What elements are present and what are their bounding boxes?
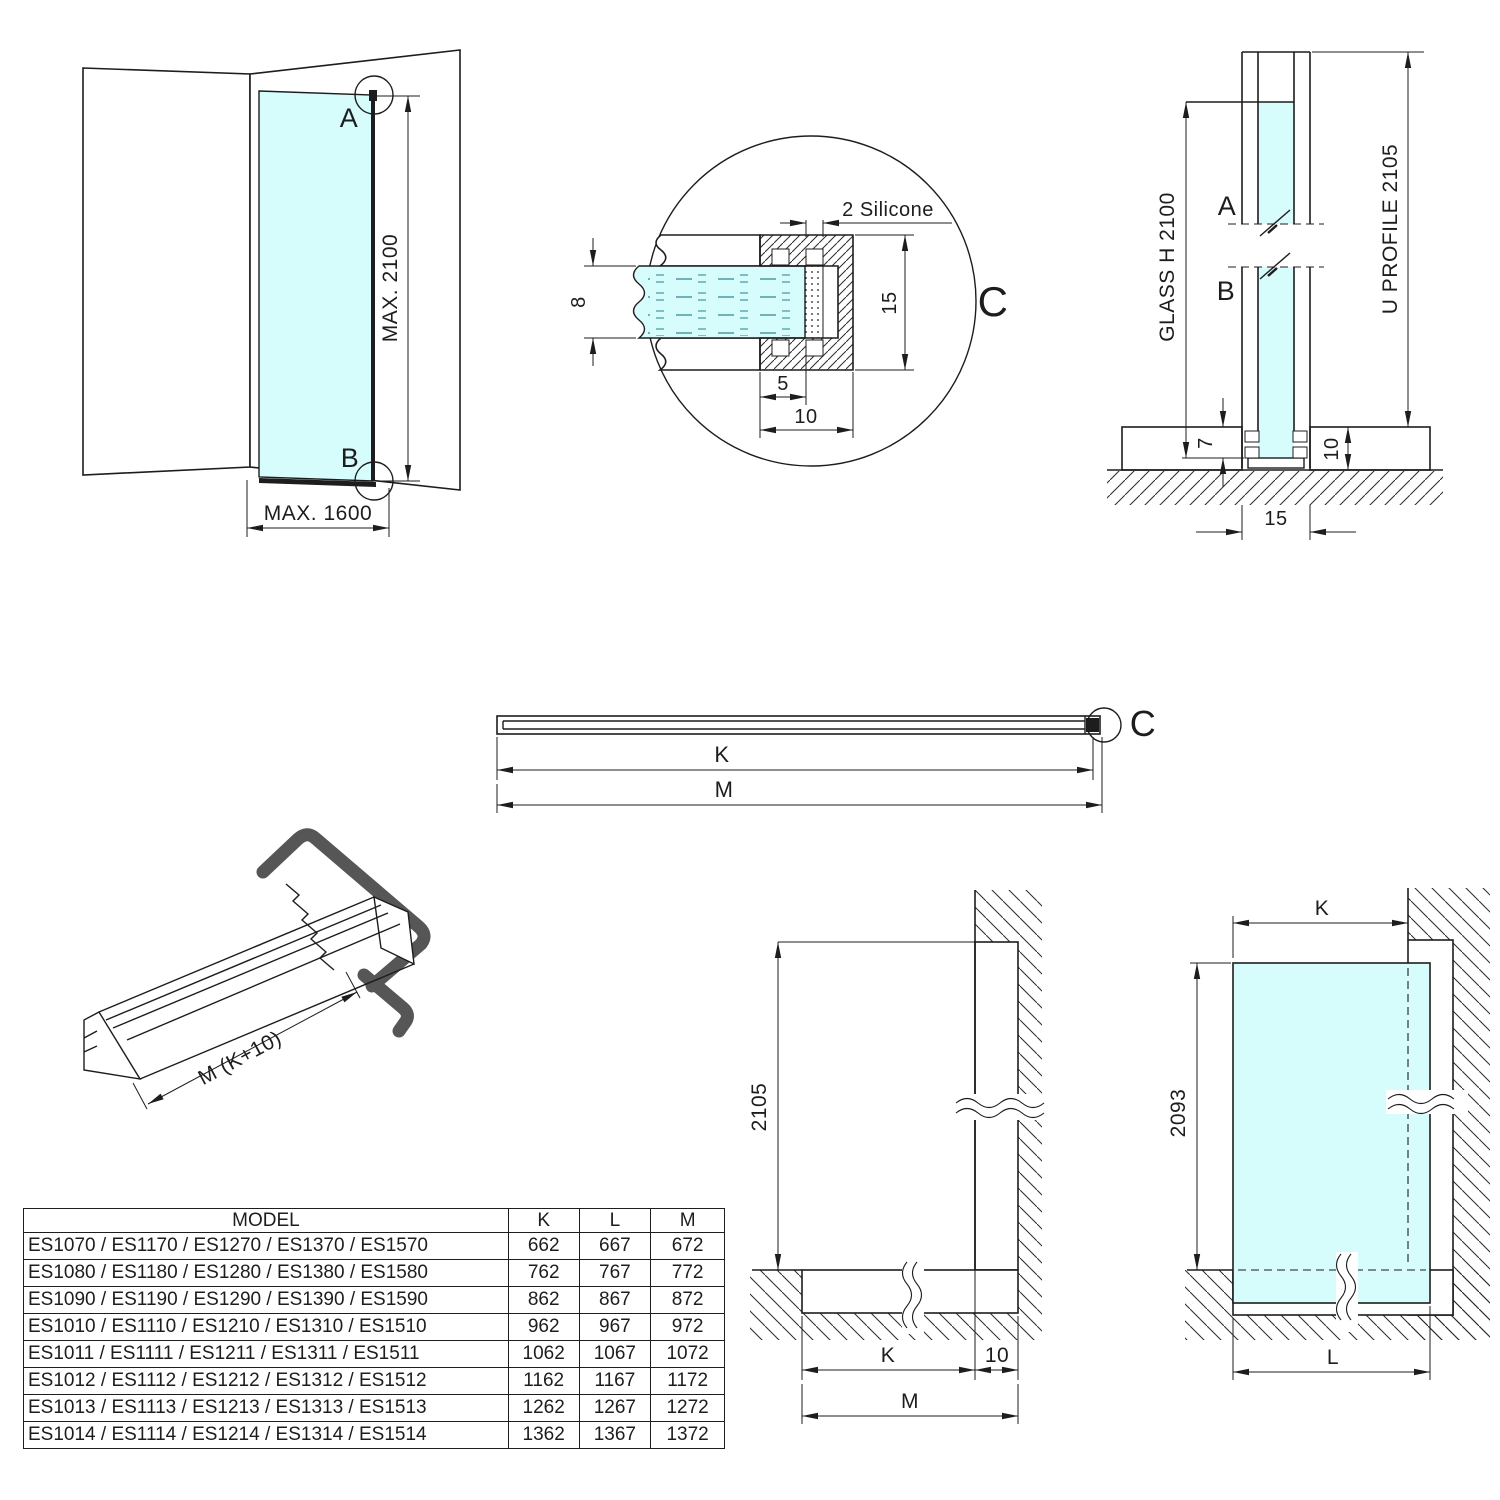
- l-cell: 1367: [579, 1422, 651, 1449]
- profile-bar: [497, 716, 1100, 734]
- size-table: [23, 1208, 725, 1449]
- model-cell: ES1013 / ES1113 / ES1213 / ES1313 / ES1513: [24, 1395, 509, 1422]
- front-dim-l: L: [1326, 1346, 1340, 1369]
- front-dim-glass-height: 2093: [1167, 1088, 1190, 1138]
- silicone-note: 2 Silicone: [842, 199, 934, 221]
- corner-perspective-view: [83, 50, 460, 537]
- dim-profile-length: U PROFILE 2105: [1379, 143, 1402, 315]
- table-row: [24, 1260, 725, 1287]
- dim-glass-recess: 7: [1195, 437, 1217, 449]
- tempered-glass-marks: [648, 268, 800, 336]
- m-cell: 772: [651, 1260, 725, 1287]
- dim-profile-length-note: M (K+10): [194, 1026, 286, 1090]
- m-cell: 672: [651, 1233, 725, 1260]
- dim-profile-width-15: 15: [1264, 508, 1288, 530]
- dim-profile-height-2105: 2105: [748, 1082, 771, 1132]
- column-header-k: K: [508, 1209, 579, 1233]
- grip-notch: [1293, 431, 1307, 442]
- m-cell: 1172: [651, 1368, 725, 1395]
- grip-notch: [772, 249, 789, 265]
- l-cell: 767: [579, 1260, 651, 1287]
- glass-panel: [1233, 963, 1430, 1303]
- table-row: [24, 1341, 725, 1368]
- k-cell: 862: [508, 1287, 579, 1314]
- l-cell: 867: [579, 1287, 651, 1314]
- glass-upper: [1258, 102, 1294, 224]
- table-row: [24, 1368, 725, 1395]
- table-row: [24, 1395, 725, 1422]
- m-cell: 1072: [651, 1341, 725, 1368]
- front-installation-view: [1167, 888, 1490, 1380]
- dim-max-height: MAX. 2100: [379, 233, 402, 343]
- profile-arm-upper: [656, 235, 760, 266]
- profile-end-face: [84, 1012, 140, 1079]
- grip-notch: [1245, 447, 1259, 458]
- k-cell: 1362: [508, 1422, 579, 1449]
- dim-glass-thickness: 8: [568, 296, 590, 308]
- profile-plan-view: [497, 703, 1156, 813]
- floor-plate-left: [1122, 427, 1242, 470]
- profile-far-end: [374, 897, 414, 964]
- k-cell: 762: [508, 1260, 579, 1287]
- grip-notch: [1293, 447, 1307, 458]
- k-cell: 1062: [508, 1341, 579, 1368]
- profile-arm-lower: [656, 338, 760, 370]
- l-cell: 1267: [579, 1395, 651, 1422]
- table-row: [24, 1287, 725, 1314]
- model-cell: ES1080 / ES1180 / ES1280 / ES1380 / ES1580: [24, 1260, 509, 1287]
- m-cell: 872: [651, 1287, 725, 1314]
- corner-bracket-inner: [364, 975, 407, 1031]
- dim-profile-height: 15: [879, 291, 901, 315]
- plan-dim-k: K: [714, 742, 730, 767]
- grip-notch: [772, 340, 789, 356]
- table-row: [24, 1233, 725, 1260]
- plan-dim-m: M: [714, 777, 734, 802]
- column-header-l: L: [579, 1209, 651, 1233]
- m-cell: 972: [651, 1314, 725, 1341]
- table-header-row: [24, 1209, 725, 1233]
- table-row: [24, 1422, 725, 1449]
- model-cell: ES1011 / ES1111 / ES1211 / ES1311 / ES1511: [24, 1341, 509, 1368]
- dim-glass-height: GLASS H 2100: [1156, 192, 1179, 342]
- profile-top-cap: [369, 90, 377, 101]
- dim-base-height: 10: [1321, 437, 1343, 461]
- grip-notch: [806, 249, 823, 265]
- side-dim-m: M: [901, 1390, 919, 1413]
- k-cell: 662: [508, 1233, 579, 1260]
- glass-panel: [259, 91, 373, 481]
- left-wall-panel: [83, 68, 250, 475]
- profile-base: [1248, 458, 1304, 468]
- k-cell: 962: [508, 1314, 579, 1341]
- model-cell: ES1070 / ES1170 / ES1270 / ES1370 / ES1570: [24, 1233, 509, 1260]
- l-cell: 667: [579, 1233, 651, 1260]
- section-label-b: B: [1216, 276, 1236, 306]
- ground-hatch: [1107, 471, 1443, 505]
- l-cell: 1167: [579, 1368, 651, 1395]
- section-label-a: A: [1217, 191, 1237, 221]
- side-dim-k: K: [880, 1344, 896, 1367]
- k-cell: 1162: [508, 1368, 579, 1395]
- silicone-fill: [805, 266, 823, 338]
- detail-c-label: C: [977, 278, 1009, 325]
- dim-max-width: MAX. 1600: [263, 502, 373, 525]
- column-header-model: MODEL: [24, 1209, 509, 1233]
- dim-profile-width: 10: [794, 406, 818, 428]
- table-row: [24, 1314, 725, 1341]
- front-dim-k: K: [1314, 897, 1330, 920]
- plan-detail-label: C: [1129, 703, 1157, 744]
- side-installation-view: [748, 890, 1044, 1424]
- dim-inset-depth: 5: [777, 373, 789, 395]
- side-dim-10: 10: [984, 1344, 1010, 1367]
- l-cell: 1067: [579, 1341, 651, 1368]
- model-cell: ES1010 / ES1110 / ES1210 / ES1310 / ES1510: [24, 1314, 509, 1341]
- m-cell: 1272: [651, 1395, 725, 1422]
- grip-notch: [1245, 431, 1259, 442]
- k-cell: 1262: [508, 1395, 579, 1422]
- vertical-section-view: [1107, 52, 1443, 540]
- glass-lower: [1258, 267, 1294, 460]
- profile-3d-view: [84, 835, 424, 1109]
- l-cell: 967: [579, 1314, 651, 1341]
- model-cell: ES1012 / ES1112 / ES1212 / ES1312 / ES1512: [24, 1368, 509, 1395]
- model-cell: ES1014 / ES1114 / ES1214 / ES1314 / ES1514: [24, 1422, 509, 1449]
- model-cell: ES1090 / ES1190 / ES1290 / ES1390 / ES1590: [24, 1287, 509, 1314]
- detail-c-view: [568, 136, 1008, 466]
- column-header-m: M: [651, 1209, 725, 1233]
- grip-notch: [806, 340, 823, 356]
- label-b: B: [340, 443, 360, 473]
- m-cell: 1372: [651, 1422, 725, 1449]
- label-a: A: [339, 103, 359, 133]
